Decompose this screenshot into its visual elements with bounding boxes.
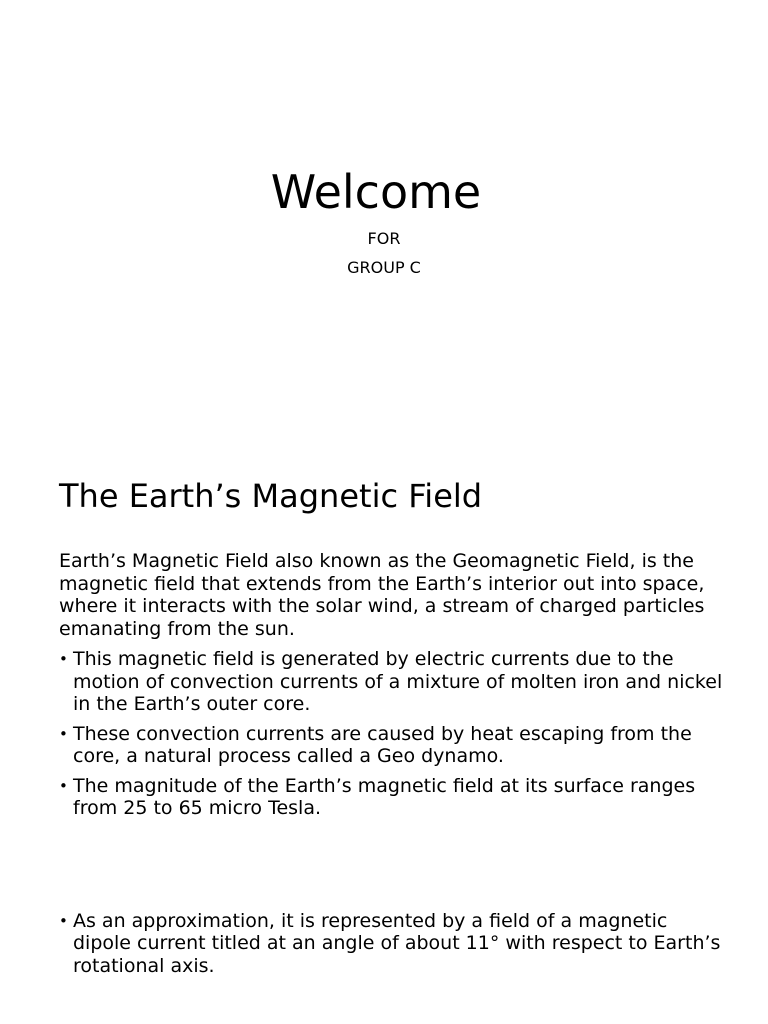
bullet-text: The magnitude of the Earth’s magnetic field at its surface ranges from 25 to 65 micro Tesla. [73, 774, 696, 819]
subtitle-line: GROUP C [347, 258, 421, 277]
slide-magnetic-field [0, 440, 768, 1024]
bullet-item [59, 648, 729, 716]
bullet-dot-icon: • [59, 724, 68, 743]
bullet-dot-icon: • [59, 650, 68, 668]
bullet-text: As an approximation, it is represented by a field of a magnetic dipole current titled at an angle of about 11° with respect to Earth’s rotational axis. [73, 909, 721, 977]
bullet-text: These convection currents are caused by heat escaping from the core, a natural process called a Geo dynamo. [73, 722, 692, 767]
slide-title: The Earth’s Magnetic Field [59, 477, 483, 515]
bullet-text: This magnetic field is generated by electric currents due to the motion of convection currents of a mixture of molten iron and nickel in the Earth’s outer core. [73, 648, 723, 715]
intro-paragraph: Earth’s Magnetic Field also known as the Geomagnetic Field, is the magnetic field that extends from the Earth’s interior out into space, where it interacts with the solar wind, a stream of charged particles emanating from the sun. [59, 550, 705, 640]
bullet-item [59, 910, 729, 978]
bullet-list [59, 648, 729, 977]
bullet-item [59, 723, 729, 768]
slide-title: Welcome [270, 165, 482, 219]
bullet-dot-icon: • [59, 911, 68, 930]
bullet-item [59, 775, 729, 820]
subtitle-line: FOR [367, 229, 401, 248]
slide-welcome [0, 0, 768, 440]
bullet-dot-icon: • [59, 776, 68, 795]
slide-body [59, 550, 729, 984]
